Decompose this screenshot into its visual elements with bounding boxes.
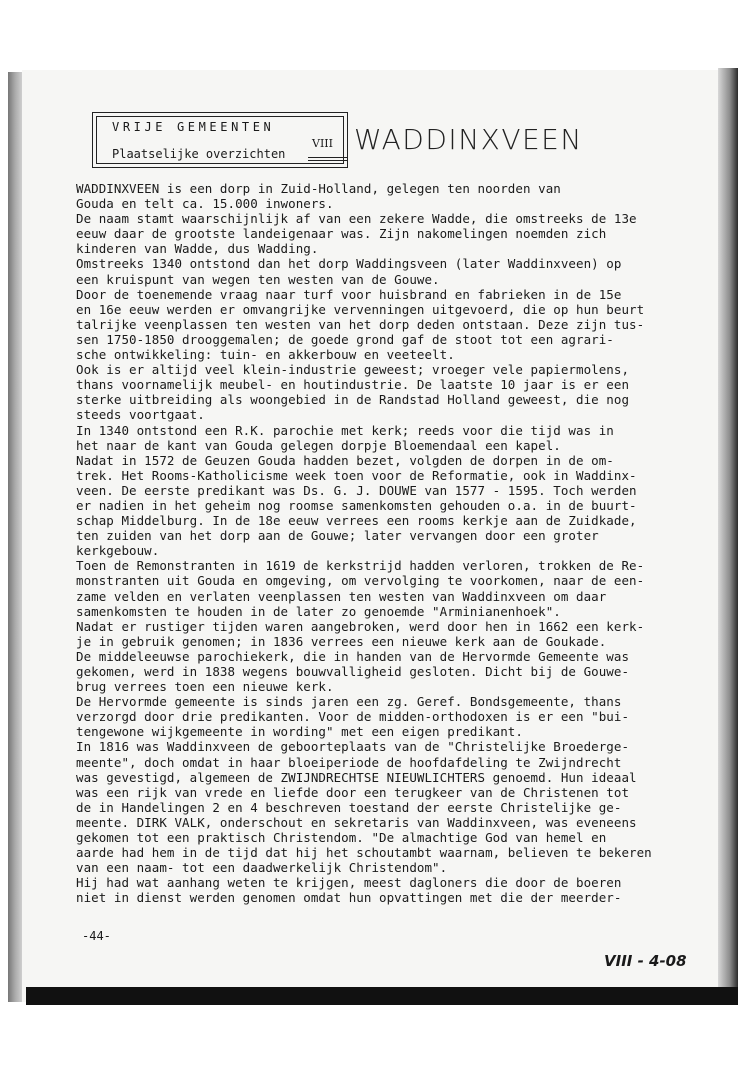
body-line: tengewone wijkgemeente in wording" met een eigen predikant. xyxy=(76,724,523,740)
body-line: meente", doch omdat in haar bloeiperiode de hoofdafdeling te Zwijndrecht xyxy=(76,754,622,770)
body-line: Nadat er rustiger tijden waren aangebroken, werd door hen in 1662 een kerk- xyxy=(76,618,645,634)
body-line: In 1816 was Waddinxveen de geboorteplaats van de "Christelijke Broederge- xyxy=(76,739,630,755)
body-line: er nadien in het geheim nog roomse samenkomsten gehouden o.a. in de buurt- xyxy=(76,497,637,513)
body-line: sche ontwikkeling: tuin- en akkerbouw en veeteelt. xyxy=(76,347,455,363)
body-line: Ook is er altijd veel klein-industrie geweest; vroeger vele papiermolens, xyxy=(76,362,630,378)
body-line: monstranten uit Gouda en omgeving, om vervolging te voorkomen, naar de een- xyxy=(76,573,645,589)
body-line: talrijke veenplassen ten westen van het dorp deden ontstaan. Deze zijn tus- xyxy=(76,316,645,332)
body-line: Omstreeks 1340 ontstond dan het dorp Waddingsveen (later Waddinxveen) op xyxy=(76,256,622,272)
body-line: steeds voortgaat. xyxy=(76,407,205,423)
body-line: kinderen van Wadde, dus Wadding. xyxy=(76,241,319,257)
body-line: ten zuiden van het dorp aan de Gouwe; later vervangen door een groter xyxy=(76,528,599,544)
page-title: WADDINXVEEN xyxy=(354,123,583,156)
archive-code: VIII - 4-08 xyxy=(604,952,687,970)
page-number: -44- xyxy=(82,929,111,943)
body-line: De middeleeuwse parochiekerk, die in handen van de Hervormde Gemeente was xyxy=(76,648,630,664)
body-line: trek. Het Rooms-Katholicisme week toen voor de Reformatie, ook in Waddinx- xyxy=(76,467,637,483)
title-underline-second xyxy=(308,160,348,161)
body-line: De Hervormde gemeente is sinds jaren een zg. Geref. Bondsgemeente, thans xyxy=(76,694,622,710)
body-line: thans voornamelijk meubel- en houtindustrie. De laatste 10 jaar is er een xyxy=(76,377,630,393)
section-number: VIII xyxy=(312,137,333,150)
body-line: meente. DIRK VALK, onderschout en sekretaris van Waddinxveen, was eveneens xyxy=(76,814,637,830)
page-right-edge-shadow xyxy=(718,68,738,1004)
body-line: Door de toenemende vraag naar turf voor huisbrand en fabrieken in de 15e xyxy=(76,286,622,302)
article-body xyxy=(76,181,676,906)
body-line: WADDINXVEEN is een dorp in Zuid-Holland, gelegen ten noorden van xyxy=(76,181,561,196)
series-subtitle: Plaatselijke overzichten xyxy=(112,147,286,161)
page-bottom-edge xyxy=(26,987,738,1005)
body-line: Gouda en telt ca. 15.000 inwoners. xyxy=(76,196,334,212)
body-line: eeuw daar de grootste landeigenaar was. Zijn nakomelingen noemden zich xyxy=(76,226,607,242)
body-line: verzorgd door drie predikanten. Voor de midden-orthodoxen is er een "bui- xyxy=(76,709,630,725)
body-line: aarde had hem in de tijd dat hij het schoutambt waarnam, believen te bekeren xyxy=(76,845,652,861)
body-line: Toen de Remonstranten in 1619 de kerkstrijd hadden verloren, trokken de Re- xyxy=(76,558,645,574)
body-line: brug verrees toen een nieuwe kerk. xyxy=(76,679,334,695)
body-line: kerkgebouw. xyxy=(76,543,160,559)
body-line: schap Middelburg. In de 18e eeuw verrees een rooms kerkje aan de Zuidkade, xyxy=(76,513,637,529)
title-underline xyxy=(308,157,348,158)
body-line: niet in dienst werden genomen omdat hun opvattingen met die der meerder- xyxy=(76,890,622,906)
series-title: VRIJE GEMEENTEN xyxy=(112,120,275,134)
body-line: De naam stamt waarschijnlijk af van een zekere Wadde, die omstreeks de 13e xyxy=(76,211,637,227)
body-line: je in gebruik genomen; in 1836 verrees een nieuwe kerk aan de Goukade. xyxy=(76,633,607,649)
body-line: een kruispunt van wegen ten westen van de Gouwe. xyxy=(76,271,440,287)
body-line: de in Handelingen 2 en 4 beschreven toestand der eerste Christelijke ge- xyxy=(76,799,622,815)
body-line: gekomen tot een praktisch Christendom. "De almachtige God van hemel en xyxy=(76,830,607,846)
body-line: sen 1750-1850 drooggemalen; de goede grond gaf de stoot tot een agrari- xyxy=(76,331,614,347)
body-line: was gevestigd, algemeen de ZWIJNDRECHTSE NIEUWLICHTERS genoemd. Hun ideaal xyxy=(76,769,637,785)
body-line: veen. De eerste predikant was Ds. G. J. DOUWE van 1577 - 1595. Toch werden xyxy=(76,482,637,498)
body-line: van een naam- tot een daadwerkelijk Christendom". xyxy=(76,860,448,876)
body-line: Nadat in 1572 de Geuzen Gouda hadden bezet, volgden de dorpen in de om- xyxy=(76,452,614,468)
body-line: samenkomsten te houden in de later zo genoemde "Arminianenhoek". xyxy=(76,603,561,619)
body-line: was een rijk van vrede en liefde door een terugkeer van de Christenen tot xyxy=(76,784,630,800)
body-line: In 1340 ontstond een R.K. parochie met kerk; reeds voor die tijd was in xyxy=(76,422,614,438)
body-line: sterke uitbreiding als woongebied in de Randstad Holland geweest, die nog xyxy=(76,392,630,408)
body-line: Hij had wat aanhang weten te krijgen, meest dagloners die door de boeren xyxy=(76,875,622,891)
body-line: zame velden en verlaten veenplassen ten westen van Waddinxveen om daar xyxy=(76,588,607,604)
body-line: het naar de kant van Gouda gelegen dorpje Bloemendaal een kapel. xyxy=(76,437,561,453)
body-line: gekomen, werd in 1838 wegens bouwvalligheid gesloten. Dicht bij de Gouwe- xyxy=(76,664,630,679)
body-line: en 16e eeuw werden er omvangrijke vervenningen uitgevoerd, die op hun beurt xyxy=(76,301,645,317)
